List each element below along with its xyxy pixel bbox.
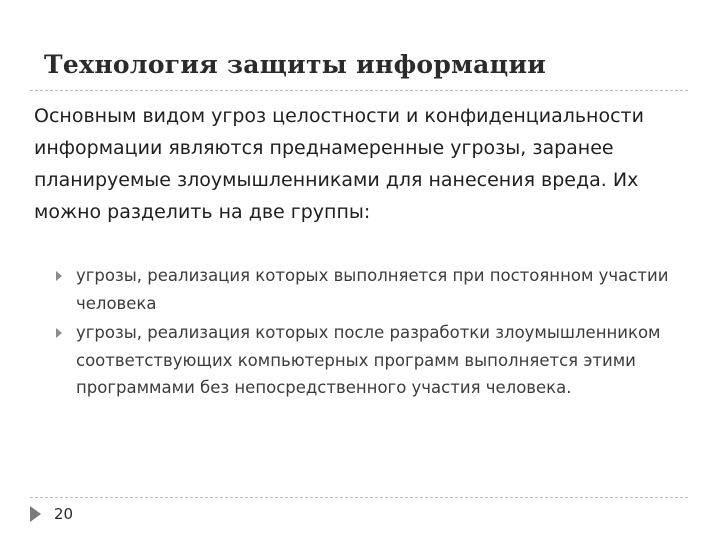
page-number: 20 (54, 505, 74, 523)
bullet-text: угрозы, реализация которых после разработки злоумышленником соответствующих компьютерных программ выполняется этими программами без непосредственного участия человека. (76, 323, 661, 397)
footer-divider (30, 497, 688, 498)
bullet-text: угрозы, реализация которых выполняется при постоянном участии человека (76, 266, 669, 313)
list-item (56, 319, 706, 402)
triangle-bullet-icon (56, 271, 62, 281)
footer-triangle-icon (30, 506, 41, 522)
title-divider (30, 90, 688, 91)
list-item (56, 262, 706, 317)
slide-title: Технология защиты информации (44, 50, 547, 79)
bullet-list (56, 262, 706, 404)
body-paragraph: Основным видом угроз целостности и конфиденциальности информации являются преднамеренные угрозы, заранее планируемые злоумышленниками для нанесения вреда. Их можно разделить на две группы: (34, 105, 644, 223)
triangle-bullet-icon (56, 328, 62, 338)
